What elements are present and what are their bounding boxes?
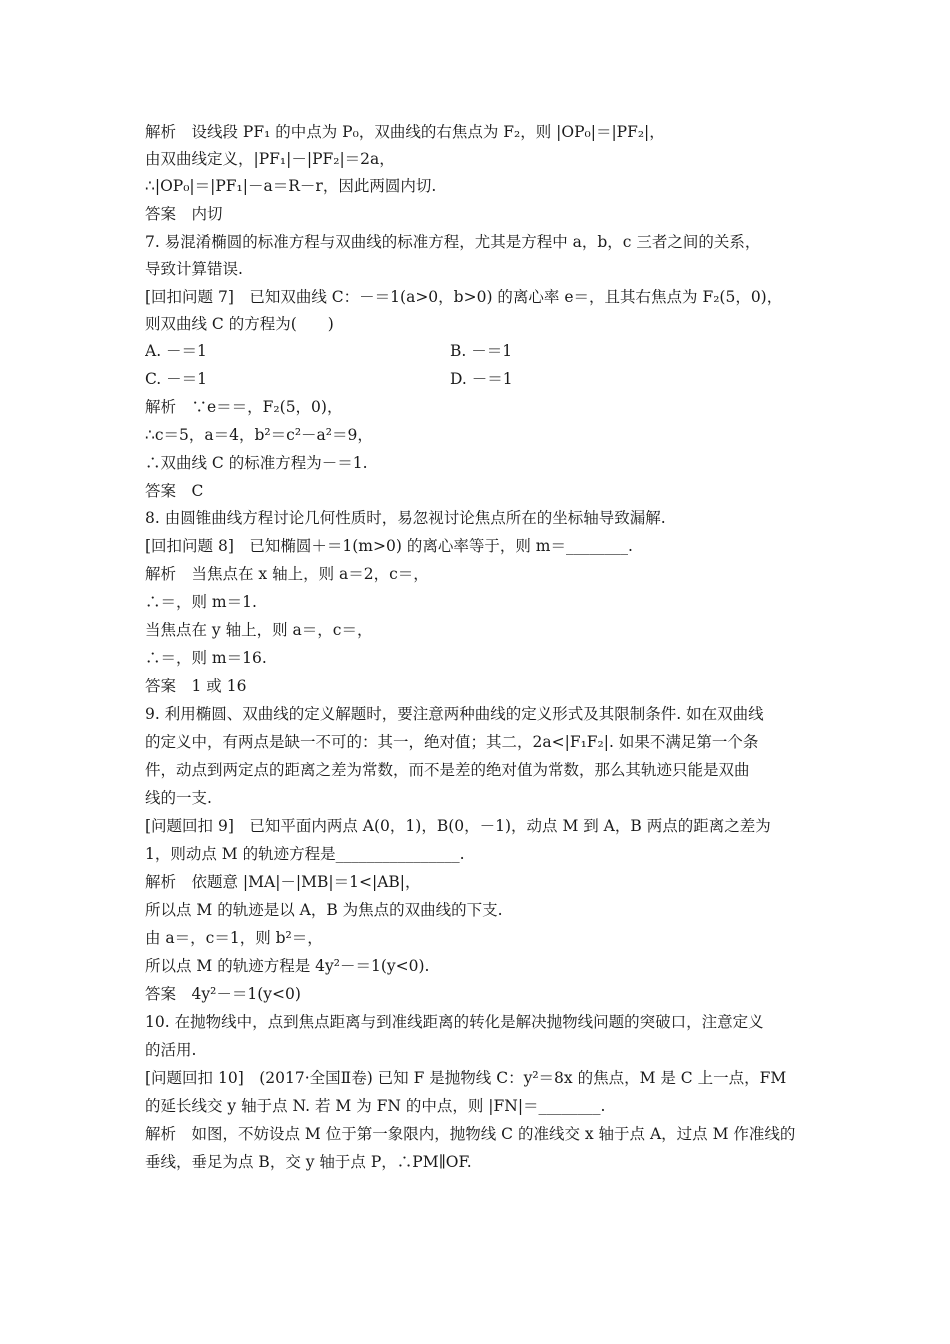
answer-line: 答案 内切 — [145, 205, 223, 223]
text-line: 垂线，垂足为点 B，交 y 轴于点 P，∴PM∥OF. — [145, 1153, 472, 1171]
text-line: ∴双曲线 C 的标准方程为－＝1. — [145, 454, 368, 472]
answer-line: 答案 C — [145, 482, 204, 500]
text-line: ∴＝，则 m＝1. — [145, 593, 257, 611]
question-line: [回扣问题 7] 已知双曲线 C：－＝1(a>0，b>0) 的离心率 e＝，且其右焦点为 F₂(5，0)， — [145, 288, 783, 306]
option-a: A. －＝1 — [145, 342, 207, 360]
question-line: [回扣问题 8] 已知椭圆＋＝1(m>0) 的离心率等于，则 m＝________. — [145, 537, 633, 555]
text-line: 线的一支. — [145, 789, 212, 807]
answer-line: 答案 4y²－＝1(y<0) — [145, 985, 301, 1003]
question-line: 则双曲线 C 的方程为( ) — [145, 315, 334, 333]
text-line: 8. 由圆锥曲线方程讨论几何性质时，易忽视讨论焦点所在的坐标轴导致漏解. — [145, 509, 666, 527]
text-line: 所以点 M 的轨迹方程是 4y²－＝1(y<0). — [145, 957, 430, 975]
text-line: ∴c＝5，a＝4，b²＝c²－a²＝9， — [145, 426, 373, 444]
text-line: 由双曲线定义，|PF₁|－|PF₂|＝2a， — [145, 150, 395, 168]
text-line: ∴＝，则 m＝16. — [145, 649, 267, 667]
text-line: 解析 设线段 PF₁ 的中点为 P₀，双曲线的右焦点为 F₂，则 |OP₀|＝|PF₂|， — [145, 123, 665, 141]
text-line: 解析 依题意 |MA|－|MB|＝1<|AB|， — [145, 873, 421, 891]
question-line: 1，则动点 M 的轨迹方程是________________. — [145, 845, 465, 863]
text-line: 由 a＝，c＝1，则 b²＝， — [145, 929, 323, 947]
question-line: [问题回扣 10] (2017·全国Ⅱ卷) 已知 F 是抛物线 C：y²＝8x 的焦点，M 是 C 上一点，FM — [145, 1069, 787, 1087]
text-line: 10. 在抛物线中，点到焦点距离与到准线距离的转化是解决抛物线问题的突破口，注意定义 — [145, 1013, 764, 1031]
text-line: 当焦点在 y 轴上，则 a＝，c＝， — [145, 621, 373, 639]
option-c: C. －＝1 — [145, 370, 208, 388]
text-line: 件，动点到两定点的距离之差为常数，而不是差的绝对值为常数，那么其轨迹只能是双曲 — [145, 761, 750, 779]
text-line: 的定义中，有两点是缺一不可的：其一，绝对值；其二，2a<|F₁F₂|. 如果不满足第一个条 — [145, 733, 759, 751]
text-line: 的活用. — [145, 1041, 197, 1059]
text-line: 解析 当焦点在 x 轴上，则 a＝2，c＝， — [145, 565, 429, 583]
question-line: [问题回扣 9] 已知平面内两点 A(0，1)，B(0，－1)，动点 M 到 A，B 两点的距离之差为 — [145, 817, 771, 835]
text-line: ∴|OP₀|＝|PF₁|－a＝R－r，因此两圆内切. — [145, 177, 437, 195]
text-line: 7. 易混淆椭圆的标准方程与双曲线的标准方程，尤其是方程中 a，b，c 三者之间的关系， — [145, 233, 761, 251]
option-d: D. －＝1 — [450, 370, 513, 388]
question-line: 的延长线交 y 轴于点 N. 若 M 为 FN 的中点，则 |FN|＝________. — [145, 1097, 606, 1115]
text-line: 导致计算错误. — [145, 260, 243, 278]
text-line: 9. 利用椭圆、双曲线的定义解题时，要注意两种曲线的定义形式及其限制条件. 如在双曲线 — [145, 705, 764, 723]
text-line: 解析 如图，不妨设点 M 位于第一象限内，抛物线 C 的准线交 x 轴于点 A，过点 M 作准线的 — [145, 1125, 796, 1143]
answer-line: 答案 1 或 16 — [145, 677, 247, 695]
text-line: 解析 ∵e＝＝，F₂(5，0)， — [145, 398, 343, 416]
text-line: 所以点 M 的轨迹是以 A，B 为焦点的双曲线的下支. — [145, 901, 503, 919]
option-b: B. －＝1 — [450, 342, 513, 360]
